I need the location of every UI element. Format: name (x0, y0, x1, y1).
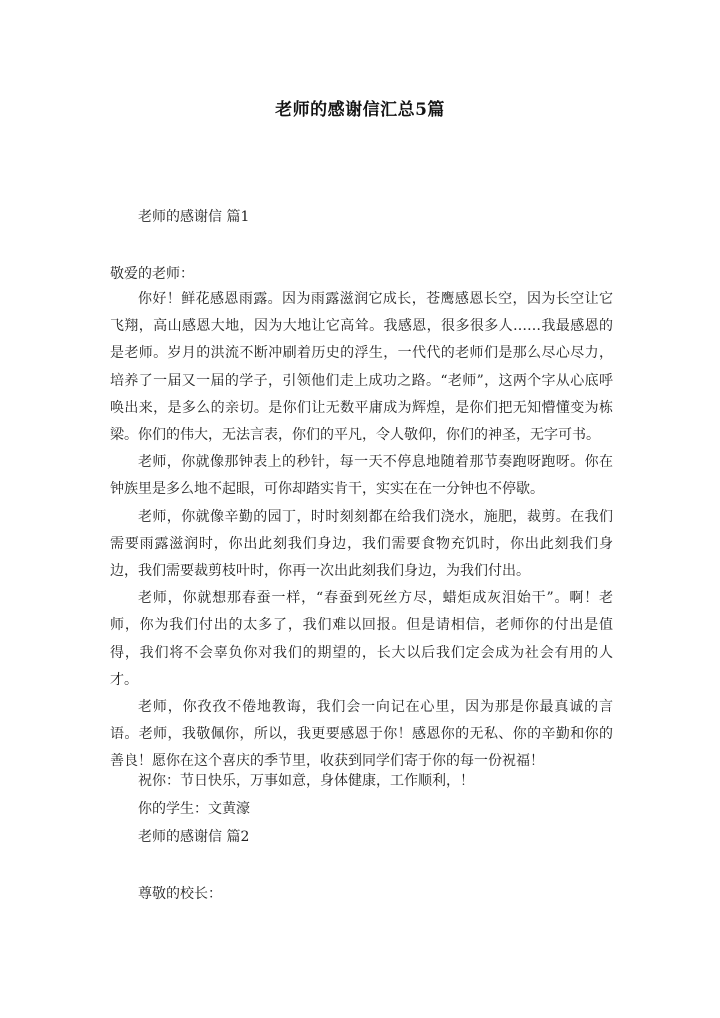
paragraph: 老师，你就想那春蚕一样，“春蚕到死丝方尽，蜡炬成灰泪始干”。啊！老师，你为我们付出的太多了，我们难以回报。但是请相信，老师你的付出是值得，我们将不会辜负你对我们的期望的，长大以后我们定会成为社会有用的人才。 (110, 590, 613, 688)
paragraph: 老师，你就像那钟表上的秒针，每一天不停息地随着那节奏跑呀跑呀。你在钟族里是多么地不起眼，可你却踏实肯干，实实在在一分钟也不停歇。 (110, 454, 613, 498)
paragraph: 你好！鲜花感恩雨露。因为雨露滋润它成长，苍鹰感恩长空，因为长空让它飞翔，高山感恩大地，因为大地让它高耸。我感恩，很多很多人……我最感恩的是老师。岁月的洪流不断冲刷着历史的浮生，一代代的老师们是那么尽心尽力，培养了一届又一届的学子，引领他们走上成功之路。“老师”，这两个字从心底呼唤出来，是多么的亲切。是你们让无数平庸成为辉煌，是你们把无知懵懂变为栋梁。你们的伟大，无法言表，你们的平凡，令人敬仰，你们的神圣，无字可书。 (110, 291, 613, 444)
section-2-heading: 老师的感谢信 篇2 (138, 829, 250, 845)
document-title: 老师的感谢信汇总5篇 (275, 100, 445, 120)
wishes-line: 祝你：节日快乐，万事如意，身体健康，工作顺利，！ (138, 773, 474, 789)
signature-line: 你的学生：文黄濠 (138, 801, 250, 817)
paragraph: 老师，你就像辛勤的园丁，时时刻刻都在给我们浇水，施肥，裁剪。在我们需要雨露滋润时，你出此刻我们身边，我们需要食物充饥时，你出此刻我们身边，我们需要裁剪枝叶时，你再一次出此刻我们身边，为我们付出。 (110, 508, 613, 580)
section-1-salutation: 敬爱的老师： (110, 266, 194, 282)
section-1-body (110, 286, 613, 776)
section-1-heading: 老师的感谢信 篇1 (138, 209, 250, 225)
paragraph: 老师，你孜孜不倦地教诲，我们会一向记在心里，因为那是你最真诚的言语。老师，我敬佩你，所以，我更要感恩于你！感恩你的无私、你的辛勤和你的善良！愿你在这个喜庆的季节里，收获到同学们寄于你的每一份祝福！ (110, 699, 613, 770)
section-2-salutation: 尊敬的校长： (138, 886, 222, 902)
